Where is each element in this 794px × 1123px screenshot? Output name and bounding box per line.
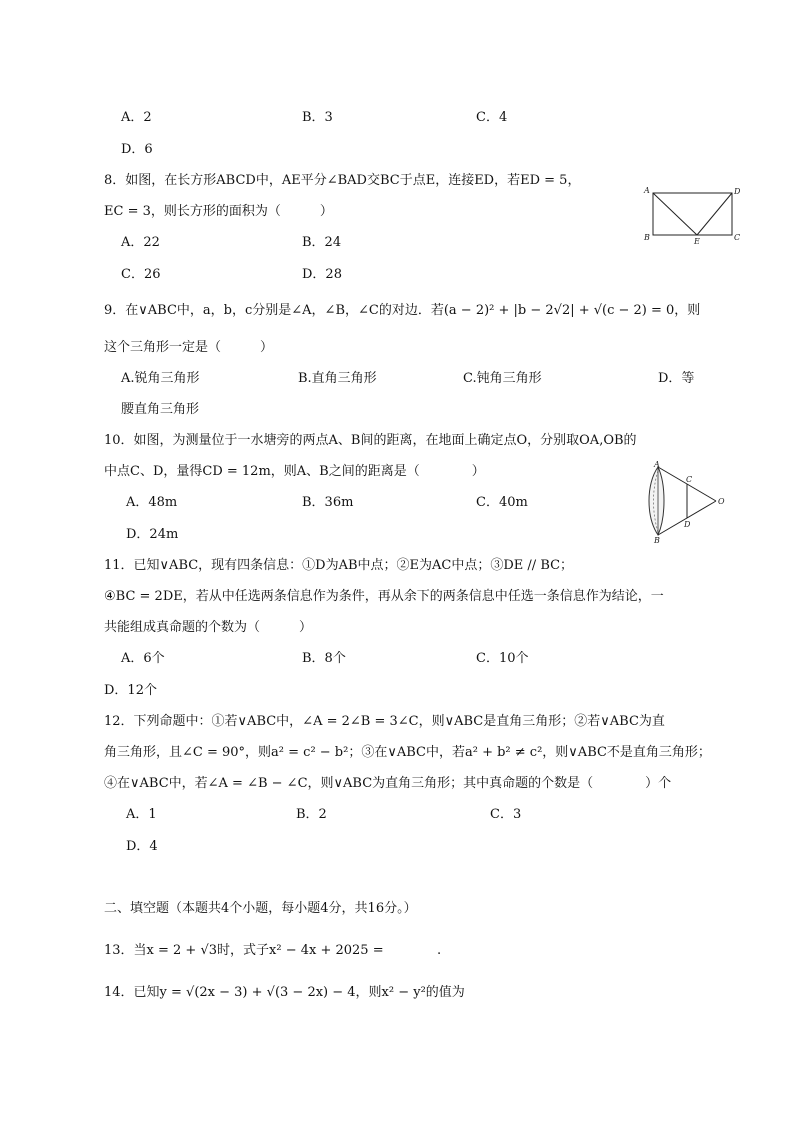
q12-option-d: D．4	[126, 839, 158, 854]
q8-option-a: A．22	[121, 235, 160, 250]
q12-option-a: A．1	[126, 807, 157, 822]
q10-option-b: B．36m	[302, 495, 354, 510]
q8-text-line1: 8．如图，在长方形ABCD中，AE平分∠BAD交BC于点E，连接ED，若ED = 5，	[104, 173, 581, 188]
q10-option-c: C．40m	[476, 495, 528, 510]
q7-option-a: A．2	[121, 110, 152, 125]
q11-text-line3: 共能组成真命题的个数为（ ）	[104, 620, 313, 635]
q10-text-line1: 10．如图，为测量位于一水塘旁的两点A、B间的距离，在地面上确定点O，分别取OA,OB的	[104, 433, 637, 448]
q8-text-line2: EC = 3，则长方形的面积为（ ）	[104, 204, 333, 219]
q11-text-line1: 11．已知∨ABC，现有四条信息：①D为AB中点；②E为AC中点；③DE // BC；	[104, 558, 574, 573]
q11-option-c: C．10个	[476, 651, 529, 666]
q11-option-d: D．12个	[104, 683, 157, 698]
q10-label-c: C	[686, 475, 693, 484]
q8-rectangle-figure	[640, 183, 750, 249]
q10-option-a: A．48m	[126, 495, 178, 510]
q10-text-line2: 中点C、D，量得CD = 12m，则A、B之间的距离是（ ）	[104, 464, 485, 479]
q12-option-b: B．2	[296, 807, 327, 822]
q8-option-c: C．26	[121, 267, 161, 282]
q10-label-o: O	[718, 497, 725, 506]
q13-text: 13．当x = 2 + √3时，式子x² − 4x + 2025 =	[104, 943, 384, 958]
q8-label-d: D	[734, 187, 741, 196]
q9-text-line1: 9．在∨ABC中，a，b，c分别是∠A，∠B，∠C的对边．若(a − 2)² + |b − 2√2| + √(c − 2) = 0，则	[104, 303, 701, 318]
q11-option-a: A．6个	[121, 651, 165, 666]
q12-text-line3: ④在∨ABC中，若∠A = ∠B − ∠C，则∨ABC为直角三角形；其中真命题的个数是（ ）个	[104, 776, 672, 791]
q11-option-b: B．8个	[302, 651, 346, 666]
q9-option-d: D．等	[658, 371, 695, 386]
q7-option-c: C．4	[476, 110, 508, 125]
q14-text: 14．已知y = √(2x − 3) + √(3 − 2x) − 4，则x² − y²的值为	[104, 985, 465, 1000]
q9-option-b: B.直角三角形	[298, 371, 377, 386]
q10-option-d: D．24m	[126, 527, 179, 542]
q9-option-c: C.钝角三角形	[463, 371, 542, 386]
q11-text-line2: ④BC = 2DE，若从中任选两条信息作为条件，再从余下的两条信息中任选一条信息作为结论，一	[104, 589, 664, 604]
q8-label-a: A	[644, 186, 650, 195]
q8-option-d: D．28	[302, 267, 342, 282]
section2-title: 二、填空题（本题共4个小题，每小题4分，共16分。）	[104, 901, 417, 916]
q8-label-e: E	[694, 237, 700, 246]
q10-pond-figure	[640, 460, 730, 545]
q12-text-line2: 角三角形，且∠C = 90°，则a² = c² − b²；③在∨ABC中，若a² + b² ≠ c²，则∨ABC不是直角三角形；	[104, 745, 711, 760]
q13-period: .	[437, 943, 442, 958]
q7-option-d: D．6	[121, 142, 153, 157]
q10-label-a: A	[654, 460, 660, 469]
q8-label-c: C	[734, 233, 741, 242]
q9-text-line2: 这个三角形一定是（ ）	[104, 340, 274, 355]
q9-option-a: A.锐角三角形	[121, 371, 200, 386]
q8-label-b: B	[644, 233, 650, 242]
q8-option-b: B．24	[302, 235, 342, 250]
q10-label-b: B	[654, 536, 660, 545]
q9-option-d-wrap: 腰直角三角形	[121, 402, 200, 417]
q7-option-b: B．3	[302, 110, 333, 125]
q12-text-line1: 12．下列命题中：①若∨ABC中，∠A = 2∠B = 3∠C，则∨ABC是直角三角形；②若∨ABC为直	[104, 714, 665, 729]
q12-option-c: C．3	[490, 807, 522, 822]
q10-label-d: D	[684, 520, 691, 529]
